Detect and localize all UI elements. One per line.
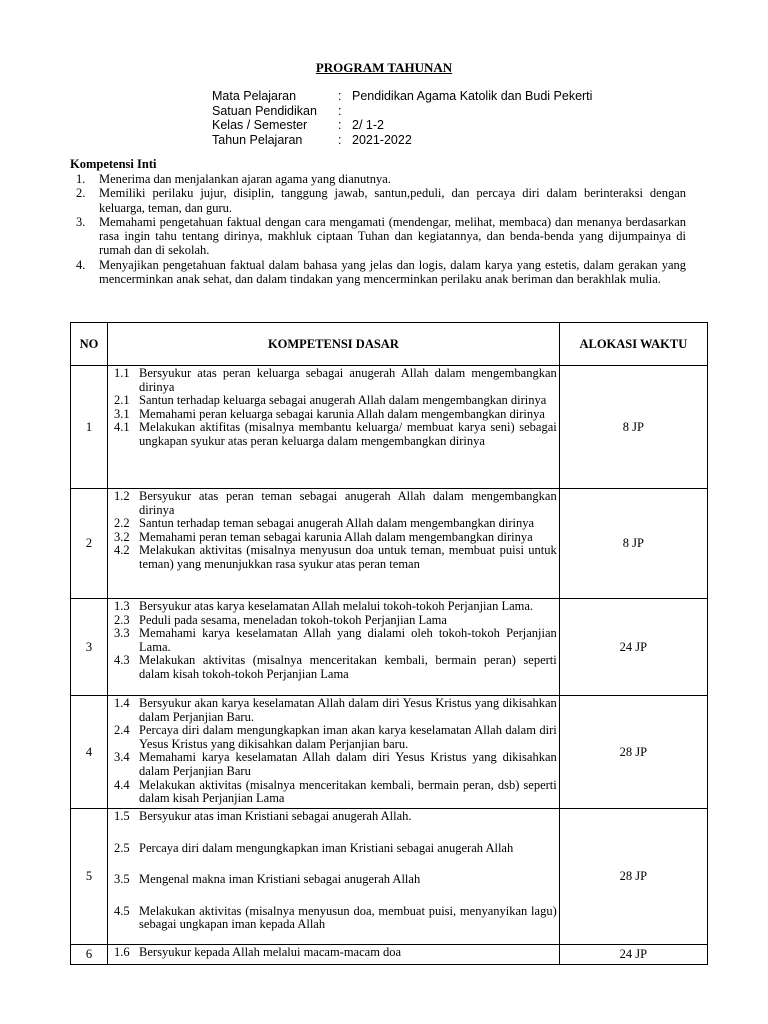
- kompetensi-dasar-item: [114, 697, 557, 724]
- item-text: Memahami peran teman sebagai karunia Allah dalam mengembangkan dirinya: [139, 529, 533, 544]
- meta-label: Kelas / Semester: [212, 118, 308, 132]
- kompetensi-dasar-table: [70, 322, 708, 965]
- item-number: 2.4: [114, 723, 130, 738]
- kompetensi-dasar-item: [114, 531, 557, 545]
- item-number: 4.4: [114, 777, 130, 792]
- item-number: 3.4: [114, 750, 130, 765]
- item-number: 4.2: [114, 543, 130, 558]
- alokasi-waktu-cell: 28 JP: [559, 809, 707, 945]
- kompetensi-dasar-item: [114, 490, 557, 517]
- item-text: Bersyukur akan karya keselamatan Allah dalam diri Yesus Kristus yang dikisahkan dalam Perjanjian Baru.: [139, 696, 557, 724]
- item-number: 4.3: [114, 653, 130, 668]
- kompetensi-dasar-cell: [108, 809, 560, 945]
- meta-label: Tahun Pelajaran: [212, 132, 303, 147]
- kompetensi-dasar-item: [114, 394, 557, 408]
- header-no: NO: [71, 323, 108, 366]
- item-text: Menyajikan pengetahuan faktual dalam bahasa yang jelas dan logis, dalam karya yang estetis, dalam gerakan yang mencerminkan anak sehat, dan dalam tindakan yang mencerminkan perilaku anak beriman dan berakhlak mulia.: [99, 257, 686, 287]
- kompetensi-dasar-item: [114, 654, 557, 681]
- kompetensi-dasar-item: [114, 544, 557, 571]
- meta-separator: :: [338, 118, 342, 132]
- kompetensi-inti-list: [76, 172, 686, 286]
- meta-row-class: [212, 118, 592, 133]
- alokasi-waktu-cell: 24 JP: [559, 599, 707, 696]
- row-number: 5: [71, 809, 108, 945]
- item-text: Santun terhadap teman sebagai anugerah Allah dalam mengembangkan dirinya: [139, 516, 535, 531]
- item-number: 3.5: [114, 872, 130, 887]
- document-meta: [212, 89, 592, 147]
- alokasi-waktu-cell: 8 JP: [559, 366, 707, 489]
- row-number: 1: [71, 366, 108, 489]
- meta-separator: :: [338, 103, 342, 118]
- kompetensi-dasar-item: [114, 779, 557, 806]
- item-number: 1.5: [114, 809, 130, 823]
- kompetensi-inti-item: [76, 215, 686, 258]
- meta-value: 2021-2022: [352, 132, 412, 147]
- item-number: 4.: [76, 257, 86, 272]
- kompetensi-inti-item: [76, 186, 686, 215]
- alokasi-waktu-cell: 28 JP: [559, 696, 707, 809]
- table-row: [71, 599, 708, 696]
- item-text: Melakukan aktivitas (misalnya menyusun doa untuk teman, membuat puisi untuk teman) yang menunjukkan rasa syukur atas peran teman: [139, 543, 557, 571]
- kompetensi-dasar-cell: [108, 489, 560, 599]
- table-header-row: [71, 323, 708, 366]
- meta-value: [352, 104, 592, 119]
- item-number: 3.3: [114, 626, 130, 641]
- item-number: 3.: [76, 214, 86, 229]
- kompetensi-dasar-item: [114, 724, 557, 751]
- item-text: Melakukan aktifitas (misalnya membantu keluarga/ membuat karya seni) sebagai ungkapan syukur atas peran keluarga dalam mengembangkan dirinya: [139, 420, 557, 448]
- item-number: 3.2: [114, 529, 130, 544]
- item-number: 4.5: [114, 903, 130, 918]
- item-text: Bersyukur atas karya keselamatan Allah melalui tokoh-tokoh Perjanjian Lama.: [139, 599, 534, 613]
- item-text: Bersyukur atas peran keluarga sebagai anugerah Allah dalam mengembangkan dirinya: [139, 366, 557, 394]
- item-text: Peduli pada sesama, meneladan tokoh-tokoh Perjanjian Lama: [139, 612, 447, 627]
- item-text: Memahami karya keselamatan Allah yang dialami oleh tokoh-tokoh Perjanjian Lama.: [139, 626, 557, 654]
- kompetensi-dasar-cell: [108, 945, 560, 965]
- kompetensi-dasar-item: [114, 517, 557, 531]
- meta-separator: :: [338, 89, 342, 103]
- kompetensi-dasar-cell: [108, 366, 560, 489]
- row-number: 4: [71, 696, 108, 809]
- item-text: Bersyukur atas peran teman sebagai anugerah Allah dalam mengembangkan dirinya: [139, 489, 557, 517]
- alokasi-waktu-cell: 24 JP: [559, 945, 707, 965]
- meta-row-school: [212, 104, 592, 119]
- table-row: [71, 489, 708, 599]
- item-number: 1.6: [114, 945, 130, 959]
- alokasi-waktu-cell: 8 JP: [559, 489, 707, 599]
- meta-label: Satuan Pendidikan: [212, 103, 317, 118]
- kompetensi-dasar-cell: [108, 696, 560, 809]
- kompetensi-dasar-cell: [108, 599, 560, 696]
- kompetensi-inti-item: [76, 258, 686, 287]
- item-text: Menerima dan menjalankan ajaran agama yang dianutnya.: [99, 172, 391, 186]
- meta-value: 2/ 1-2: [352, 118, 384, 132]
- kompetensi-dasar-item: [114, 614, 557, 628]
- kompetensi-inti-title: Kompetensi Inti: [70, 157, 157, 171]
- item-number: 1.4: [114, 696, 130, 710]
- meta-separator: :: [338, 132, 342, 147]
- item-number: 2.: [76, 186, 86, 201]
- table-row: [71, 945, 708, 965]
- item-text: Melakukan aktivitas (misalnya menceritakan kembali, bermain peran, dsb) seperti dalam kisah Perjanjian Lama: [139, 777, 557, 806]
- item-text: Percaya diri dalam mengungkapkan iman Kristiani sebagai anugerah Allah: [139, 840, 514, 855]
- meta-value: Pendidikan Agama Katolik dan Budi Pekerti: [352, 89, 593, 103]
- kompetensi-dasar-item: [114, 842, 557, 856]
- row-number: 6: [71, 945, 108, 965]
- item-text: Memahami karya keselamatan Allah dalam diri Yesus Kristus yang dikisahkan dalam Perjanjian Baru: [139, 750, 557, 778]
- item-number: 3.1: [114, 406, 130, 421]
- kompetensi-dasar-item: [114, 408, 557, 422]
- row-number: 2: [71, 489, 108, 599]
- item-text: Bersyukur kepada Allah melalui macam-macam doa: [139, 945, 402, 959]
- item-number: 1.2: [114, 489, 130, 503]
- row-number: 3: [71, 599, 108, 696]
- meta-label: Mata Pelajaran: [212, 89, 297, 103]
- meta-row-year: [212, 133, 592, 148]
- header-alokasi-waktu: ALOKASI WAKTU: [559, 323, 707, 366]
- kompetensi-dasar-item: [114, 421, 557, 448]
- item-text: Memahami pengetahuan faktual dengan cara mengamati (mendengar, melihat, membaca) dan menanya berdasarkan rasa ingin tahu tentang dirinya, makhluk ciptaan Tuhan dan kegiatannya, dan benda-benda yang dijumpainya di rumah dan di sekolah.: [99, 214, 686, 258]
- item-text: Percaya diri dalam mengungkapkan iman akan karya keselamatan Allah dalam diri Yesus Kristus yang dikisahkan dalam Perjanjian baru.: [139, 723, 557, 751]
- item-number: 1.: [76, 172, 86, 186]
- item-number: 1.1: [114, 366, 130, 380]
- item-number: 2.1: [114, 393, 130, 408]
- item-text: Bersyukur atas iman Kristiani sebagai anugerah Allah.: [139, 809, 412, 823]
- kompetensi-dasar-item: [114, 751, 557, 778]
- table-row: [71, 809, 708, 945]
- item-text: Memahami peran keluarga sebagai karunia Allah dalam mengembangkan dirinya: [139, 406, 545, 421]
- item-number: 1.3: [114, 599, 130, 613]
- item-number: 4.1: [114, 420, 130, 435]
- item-number: 2.5: [114, 840, 130, 855]
- table-row: [71, 366, 708, 489]
- kompetensi-dasar-item: [114, 627, 557, 654]
- item-number: 2.2: [114, 516, 130, 531]
- kompetensi-dasar-item: [114, 905, 557, 932]
- kompetensi-dasar-item: [114, 367, 557, 394]
- item-text: Memiliki perilaku jujur, disiplin, tanggung jawab, santun,peduli, dan percaya diri dalam berinteraksi dengan keluarga, teman, dan guru.: [99, 186, 686, 215]
- table-row: [71, 696, 708, 809]
- meta-row-subject: [212, 89, 592, 104]
- kompetensi-inti-item: [76, 172, 686, 186]
- item-text: Melakukan aktivitas (misalnya menceritakan kembali, bermain peran) seperti dalam kisah tokoh-tokoh Perjanjian Lama: [139, 653, 557, 681]
- item-text: Santun terhadap keluarga sebagai anugerah Allah dalam mengembangkan dirinya: [139, 393, 547, 408]
- document-title: PROGRAM TAHUNAN: [315, 60, 453, 75]
- kompetensi-dasar-item: [114, 600, 557, 614]
- item-text: Mengenal makna iman Kristiani sebagai anugerah Allah: [139, 872, 421, 887]
- item-text: Melakukan aktivitas (misalnya menyusun doa, membuat puisi, menyanyikan lagu) sebagai ungkapan iman kepada Allah: [139, 903, 557, 932]
- header-kompetensi-dasar: KOMPETENSI DASAR: [108, 323, 560, 366]
- kompetensi-dasar-item: [114, 946, 557, 960]
- table-body: [71, 366, 708, 965]
- item-number: 2.3: [114, 612, 130, 627]
- kompetensi-dasar-item: [114, 873, 557, 887]
- kompetensi-dasar-item: [114, 810, 557, 824]
